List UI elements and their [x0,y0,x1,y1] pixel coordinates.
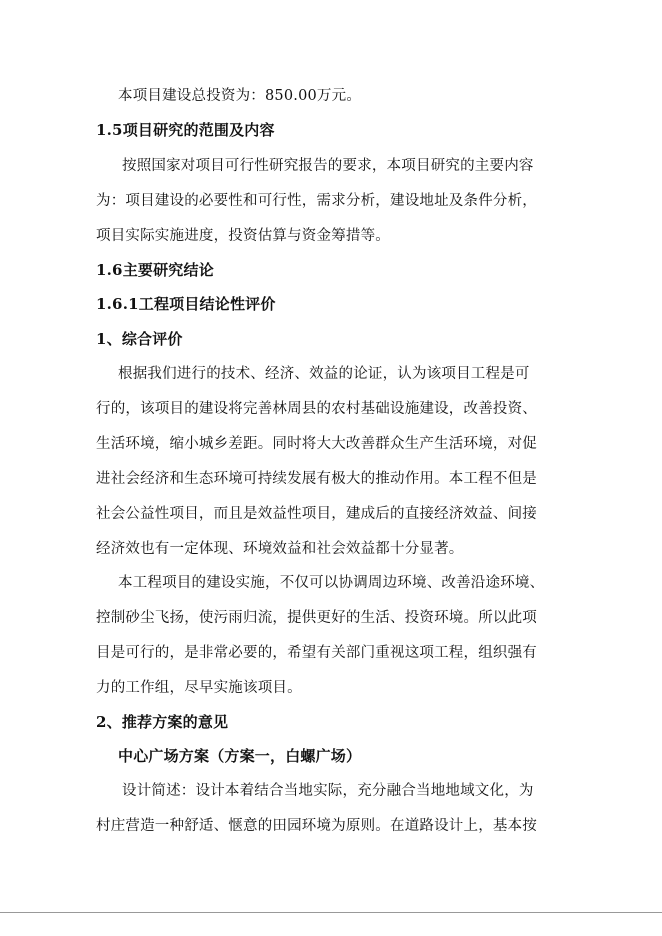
section-1-5-heading: 1.5项目研究的范围及内容 [96,121,275,139]
paragraph-line: 力的工作组，尽早实施该项目。 [96,680,302,696]
section-1-6-1-heading: 1.6.1工程项目结论性评价 [96,295,276,313]
subsection-heading-recommendation: 2、推荐方案的意见 [96,713,229,731]
paragraph-line: 设计简述：设计本着结合当地实际，充分融合当地地域文化，为 [122,783,534,799]
paragraph-line: 控制砂尘飞扬，使污雨归流，提供更好的生活、投资环境。所以此项 [96,610,537,626]
paragraph-line: 按照国家对项目可行性研究报告的要求，本项目研究的主要内容 [122,158,534,174]
subsection-heading-comprehensive: 1、综合评价 [96,330,183,348]
plan-heading: 中心广场方案（方案一，白螺广场） [118,747,362,765]
paragraph-line: 生活环境，缩小城乡差距。同时将大大改善群众生产生活环境，对促 [96,436,537,452]
paragraph-line: 经济效也有一定体现、环境效益和社会效益都十分显著。 [96,541,464,557]
paragraph-line: 项目实际实施进度，投资估算与资金筹措等。 [96,228,390,244]
paragraph-line: 根据我们进行的技术、经济、效益的论证，认为该项目工程是可 [118,366,530,382]
paragraph-line: 进社会经济和生态环境可持续发展有极大的推动作用。本工程不但是 [96,471,537,487]
paragraph-line: 村庄营造一种舒适、惬意的田园环境为原则。在道路设计上，基本按 [96,818,537,834]
paragraph-line: 本工程项目的建设实施，不仅可以协调周边环境、改善沿途环境、 [118,575,545,591]
investment-total-line: 本项目建设总投资为：850.00万元。 [118,88,362,104]
paragraph-line: 为：项目建设的必要性和可行性，需求分析，建设地址及条件分析， [96,193,537,209]
paragraph-line: 社会公益性项目，而且是效益性项目，建成后的直接经济效益、间接 [96,506,537,522]
paragraph-line: 目是可行的，是非常必要的，希望有关部门重视这项工程，组织强有 [96,645,537,661]
page-bottom-divider [0,912,662,913]
paragraph-line: 行的，该项目的建设将完善林周县的农村基础设施建设，改善投资、 [96,401,537,417]
section-1-6-heading: 1.6主要研究结论 [96,261,214,279]
